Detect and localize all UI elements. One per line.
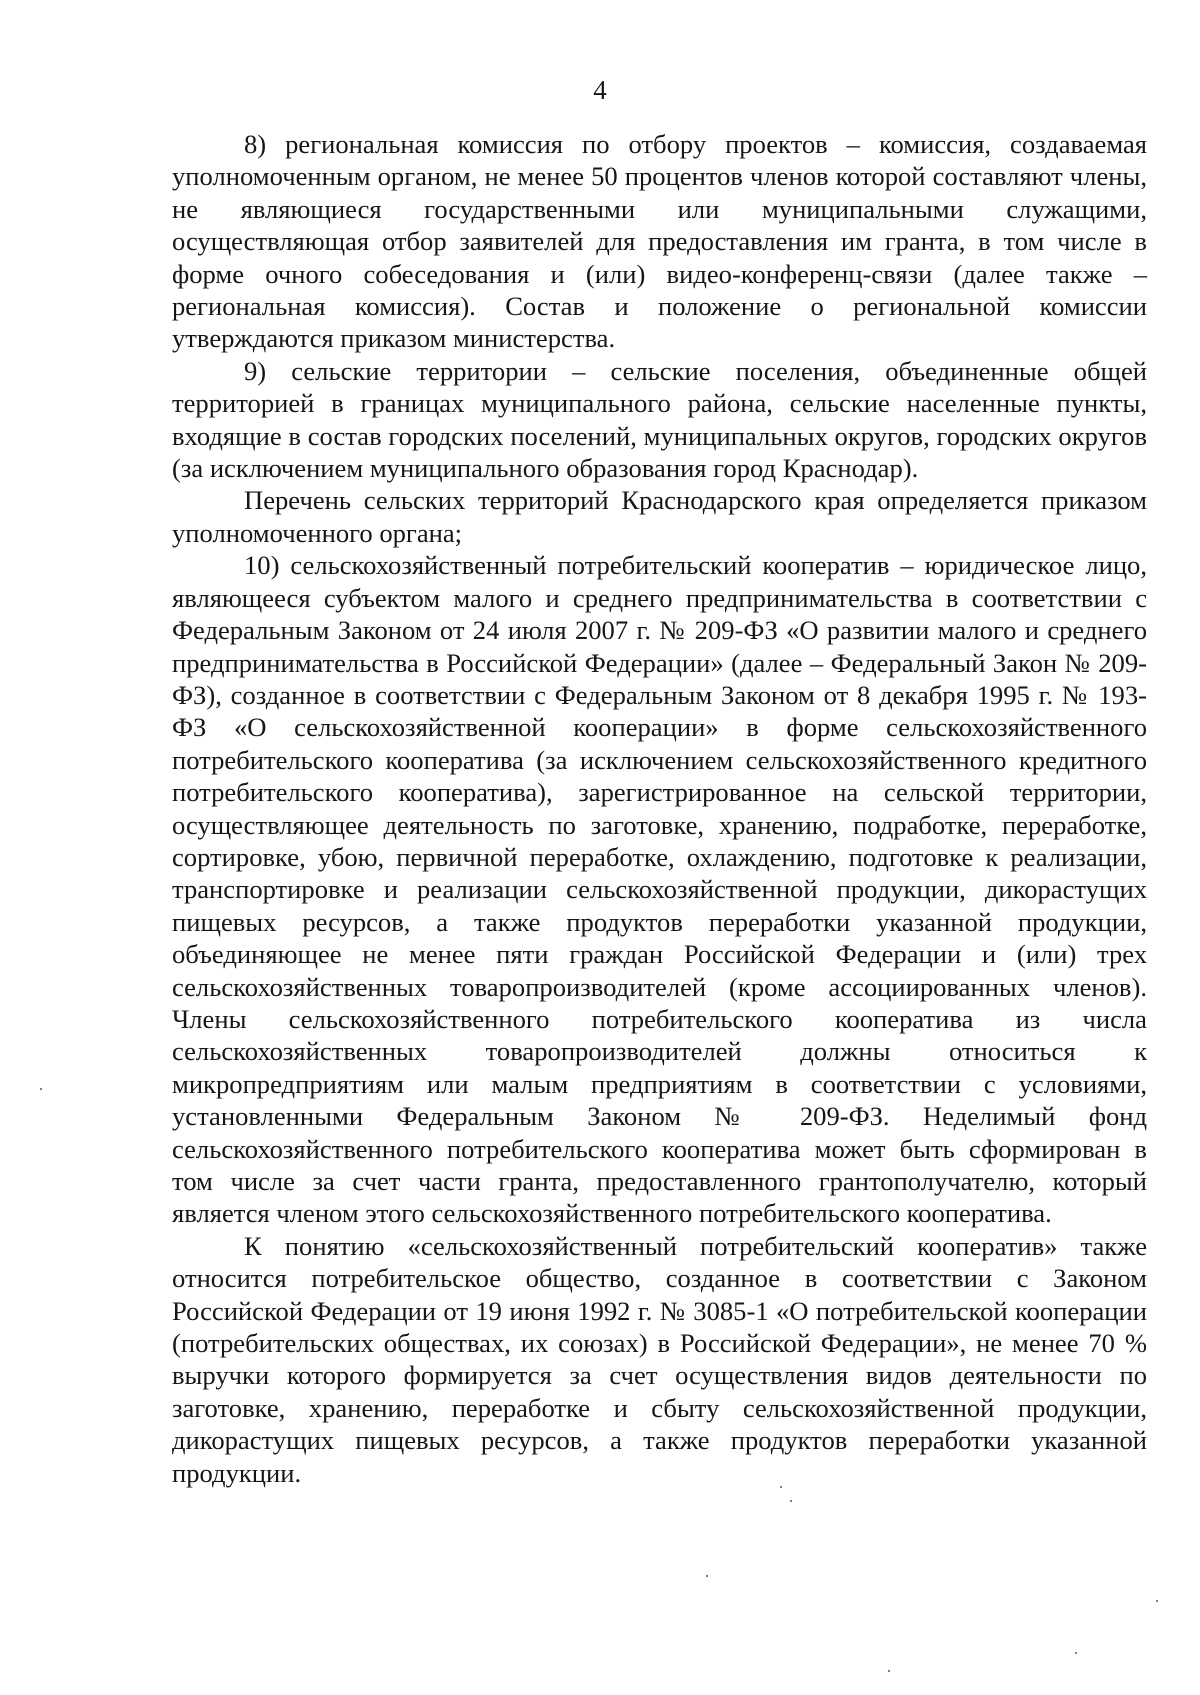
paragraph-item-10: 10) сельскохозяйственный потребительский кооператив – юридическое лицо, являющееся субъектом малого и среднего предпринимательства в соответствии с Федеральным Законом от 24 июля 2007 г. № 209-ФЗ «О развитии малого и среднего предпринимательства в Российской Федерации» (далее – Федеральный Закон № 209-ФЗ), созданное в соответствии с Федеральным Законом от 8 декабря 1995 г. № 193-ФЗ «О сельскохозяйственной кооперации» в форме сельскохозяйственного потребительского кооператива (за исключением сельскохозяйственного кредитного потребительского кооператива), зарегистрированное на сельской территории, осуществляющее деятельность по заготовке, хранению, подработке, переработке, сортировке, убою, первичной переработке, охлаждению, подготовке к реализации, транспортировке и реализации сельскохозяйственной продукции, дикорастущих пищевых ресурсов, а также продуктов переработки указанной продукции, объединяющее не менее пяти граждан Российской Федерации и (или) трех сельскохозяйственных товаропроизводителей (кроме ассоциированных членов). Члены сельскохозяйственного потребительского кооператива из числа сельскохозяйственных товаропроизводителей должны относиться к микропредприятиям или малым предприятиям в соответствии с условиями, установленными Федеральным Законом № 209-ФЗ. Неделимый фонд сельскохозяйственного потребительского кооператива может быть сформирован в том числе за счет части гранта, предоставленного грантополучателю, который является членом этого сельскохозяйственного потребительского кооператива. <box>172 550 1147 1229</box>
scan-speck <box>780 1486 782 1488</box>
paragraph-item-9: 9) сельские территории – сельские поселения, объединенные общей территорией в границах муниципального района, сельские населенные пункты, входящие в состав городских поселений, муниципальных округов, городских округов (за исключением муниципального образования город Краснодар). <box>172 355 1147 484</box>
scan-speck <box>40 1088 42 1090</box>
scan-speck <box>790 1500 792 1502</box>
scan-speck <box>706 1575 708 1577</box>
paragraph-item-8: 8) региональная комиссия по отбору проектов – комиссия, создаваемая уполномоченным органом, не менее 50 процентов членов которой составляют члены, не являющиеся государственными или муниципальными служащими, осуществляющая отбор заявителей для предоставления им гранта, в том числе в форме очного собеседования и (или) видео-конференц-связи (далее также – региональная комиссия). Состав и положение о региональной комиссии утверждаются приказом министерства. <box>172 129 1147 354</box>
scan-speck <box>888 1670 890 1672</box>
document-body <box>172 128 1147 1489</box>
page-number: 4 <box>593 75 607 105</box>
scan-speck <box>1156 1600 1158 1602</box>
paragraph-territories-list: Перечень сельских территорий Краснодарского края определяется приказом уполномоченного органа; <box>172 485 1147 548</box>
paragraph-cooperative-concept: К понятию «сельскохозяйственный потребительский кооператив» также относится потребительское общество, созданное в соответствии с Законом Российской Федерации от 19 июня 1992 г. № 3085-1 «О потребительской кооперации (потребительских обществах, их союзах) в Российской Федерации», не менее 70 % выручки которого формируется за счет осуществления видов деятельности по заготовке, хранению, переработке и сбыту сельскохозяйственной продукции, дикорастущих пищевых ресурсов, а также продуктов переработки указанной продукции. <box>172 1230 1147 1488</box>
scan-speck <box>1075 1652 1077 1654</box>
